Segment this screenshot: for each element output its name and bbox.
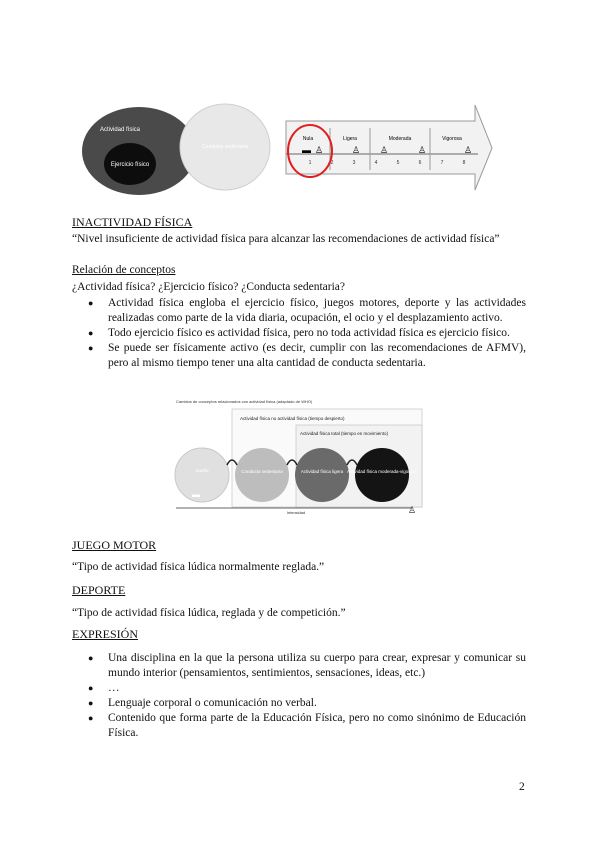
jogging-person-icon: ♙ [418,145,427,155]
relacion-heading: Relación de conceptos [72,264,176,276]
expresion-bullet-list [72,651,526,741]
arrow-segment-nula: Nula [302,136,314,142]
figure2-caption: Cambios de conceptos relacionados con actividad física (adaptado de WHO) [176,399,313,404]
page-number: 2 [519,781,525,793]
juego-motor-definition: “Tipo de actividad física lúdica normalmente reglada.” [72,561,325,573]
inactividad-heading: INACTIVIDAD FÍSICA [72,215,193,229]
list-item: ● Actividad física engloba el ejercicio físico, juegos motores, deporte y las actividades realizadas como parte de la vida diaria, ocupación, el ocio y el desplazamiento activo. [72,296,526,326]
relacion-question: ¿Actividad física? ¿Ejercicio físico? ¿Conducta sedentaria? [72,281,345,293]
list-item: ● … [72,681,526,696]
tick-3: 3 [352,160,356,166]
list-item: ● Contenido que forma parte de la Educación Física, pero no como sinónimo de Educación Física. [72,711,526,741]
deporte-definition: “Tipo de actividad física lúdica, reglada y de competición.” [72,607,346,619]
arrow-segment-ligera: Ligera [343,136,357,142]
tick-4: 4 [374,160,378,166]
deporte-heading: DEPORTE [72,583,126,597]
actividad-fisica-label: Actividad física [99,127,141,133]
arrow-segment-vigorosa: Vigorosa [442,136,462,142]
sueno-circle [175,448,229,502]
sitting-person-icon: ♙ [315,145,324,155]
tick-6: 6 [418,160,422,166]
relacion-bullet-list [72,296,526,371]
running-figure-icon: ♙ [408,505,417,515]
inactividad-definition: “Nivel insuficiente de actividad física para alcanzar las recomendaciones de actividad física” [72,233,500,245]
walking-person-icon: ♙ [352,145,361,155]
list-item: ● Lenguaje corporal o comunicación no verbal. [72,696,526,711]
moderada-label: Actividad física moderada-vigorosa [346,469,418,474]
conducta-sedentaria-label: Conducta sedentaria [201,144,249,150]
arrow-segment-moderada: Moderada [388,136,412,142]
figure-activity-diagram [80,98,500,200]
tick-8: 8 [462,160,466,166]
sprinting-person-icon: ♙ [464,145,473,155]
tick-2: 2 [330,160,334,166]
list-item: ● Una disciplina en la que la persona utiliza su cuerpo para crear, expresar y comunicar su mundo interior (pensamientos, sentimientos, sensaciones, ideas, etc.) [72,651,526,681]
running-person-icon: ♙ [380,145,389,155]
bed-icon: ▬ [302,145,311,155]
tick-7: 7 [440,160,444,166]
ligera-circle [295,448,349,502]
ejercicio-fisico-label: Ejercicio físico [110,162,150,168]
list-item: ● Se puede ser físicamente activo (es decir, cumplir con las recomendaciones de AFMV), pero al mismo tiempo tener una alta cantidad de conducta sedentaria. [72,341,526,371]
list-item: ● Todo ejercicio físico es actividad física, pero no toda actividad física es ejercicio físico. [72,326,526,341]
expresion-heading: EXPRESIÓN [72,627,139,641]
conducta-circle [235,448,289,502]
juego-motor-heading: JUEGO MOTOR [72,538,157,552]
intensidad-label: Intensidad [286,510,306,515]
ligera-label: Actividad física ligera [300,469,344,474]
conducta-label: Conducta sedentaria [241,469,283,474]
tick-1: 1 [308,160,312,166]
tick-5: 5 [396,160,400,166]
band1-label: Actividad física no actividad física (tiempo despierto) [240,416,345,421]
sueno-label: Sueño [195,468,209,473]
figure-conceptos-diagram [172,395,424,517]
band2-label: Actividad física total (tiempo en movimiento) [300,431,389,436]
bed-icon-fig2: ▬ [192,490,200,499]
moderada-circle [355,448,409,502]
